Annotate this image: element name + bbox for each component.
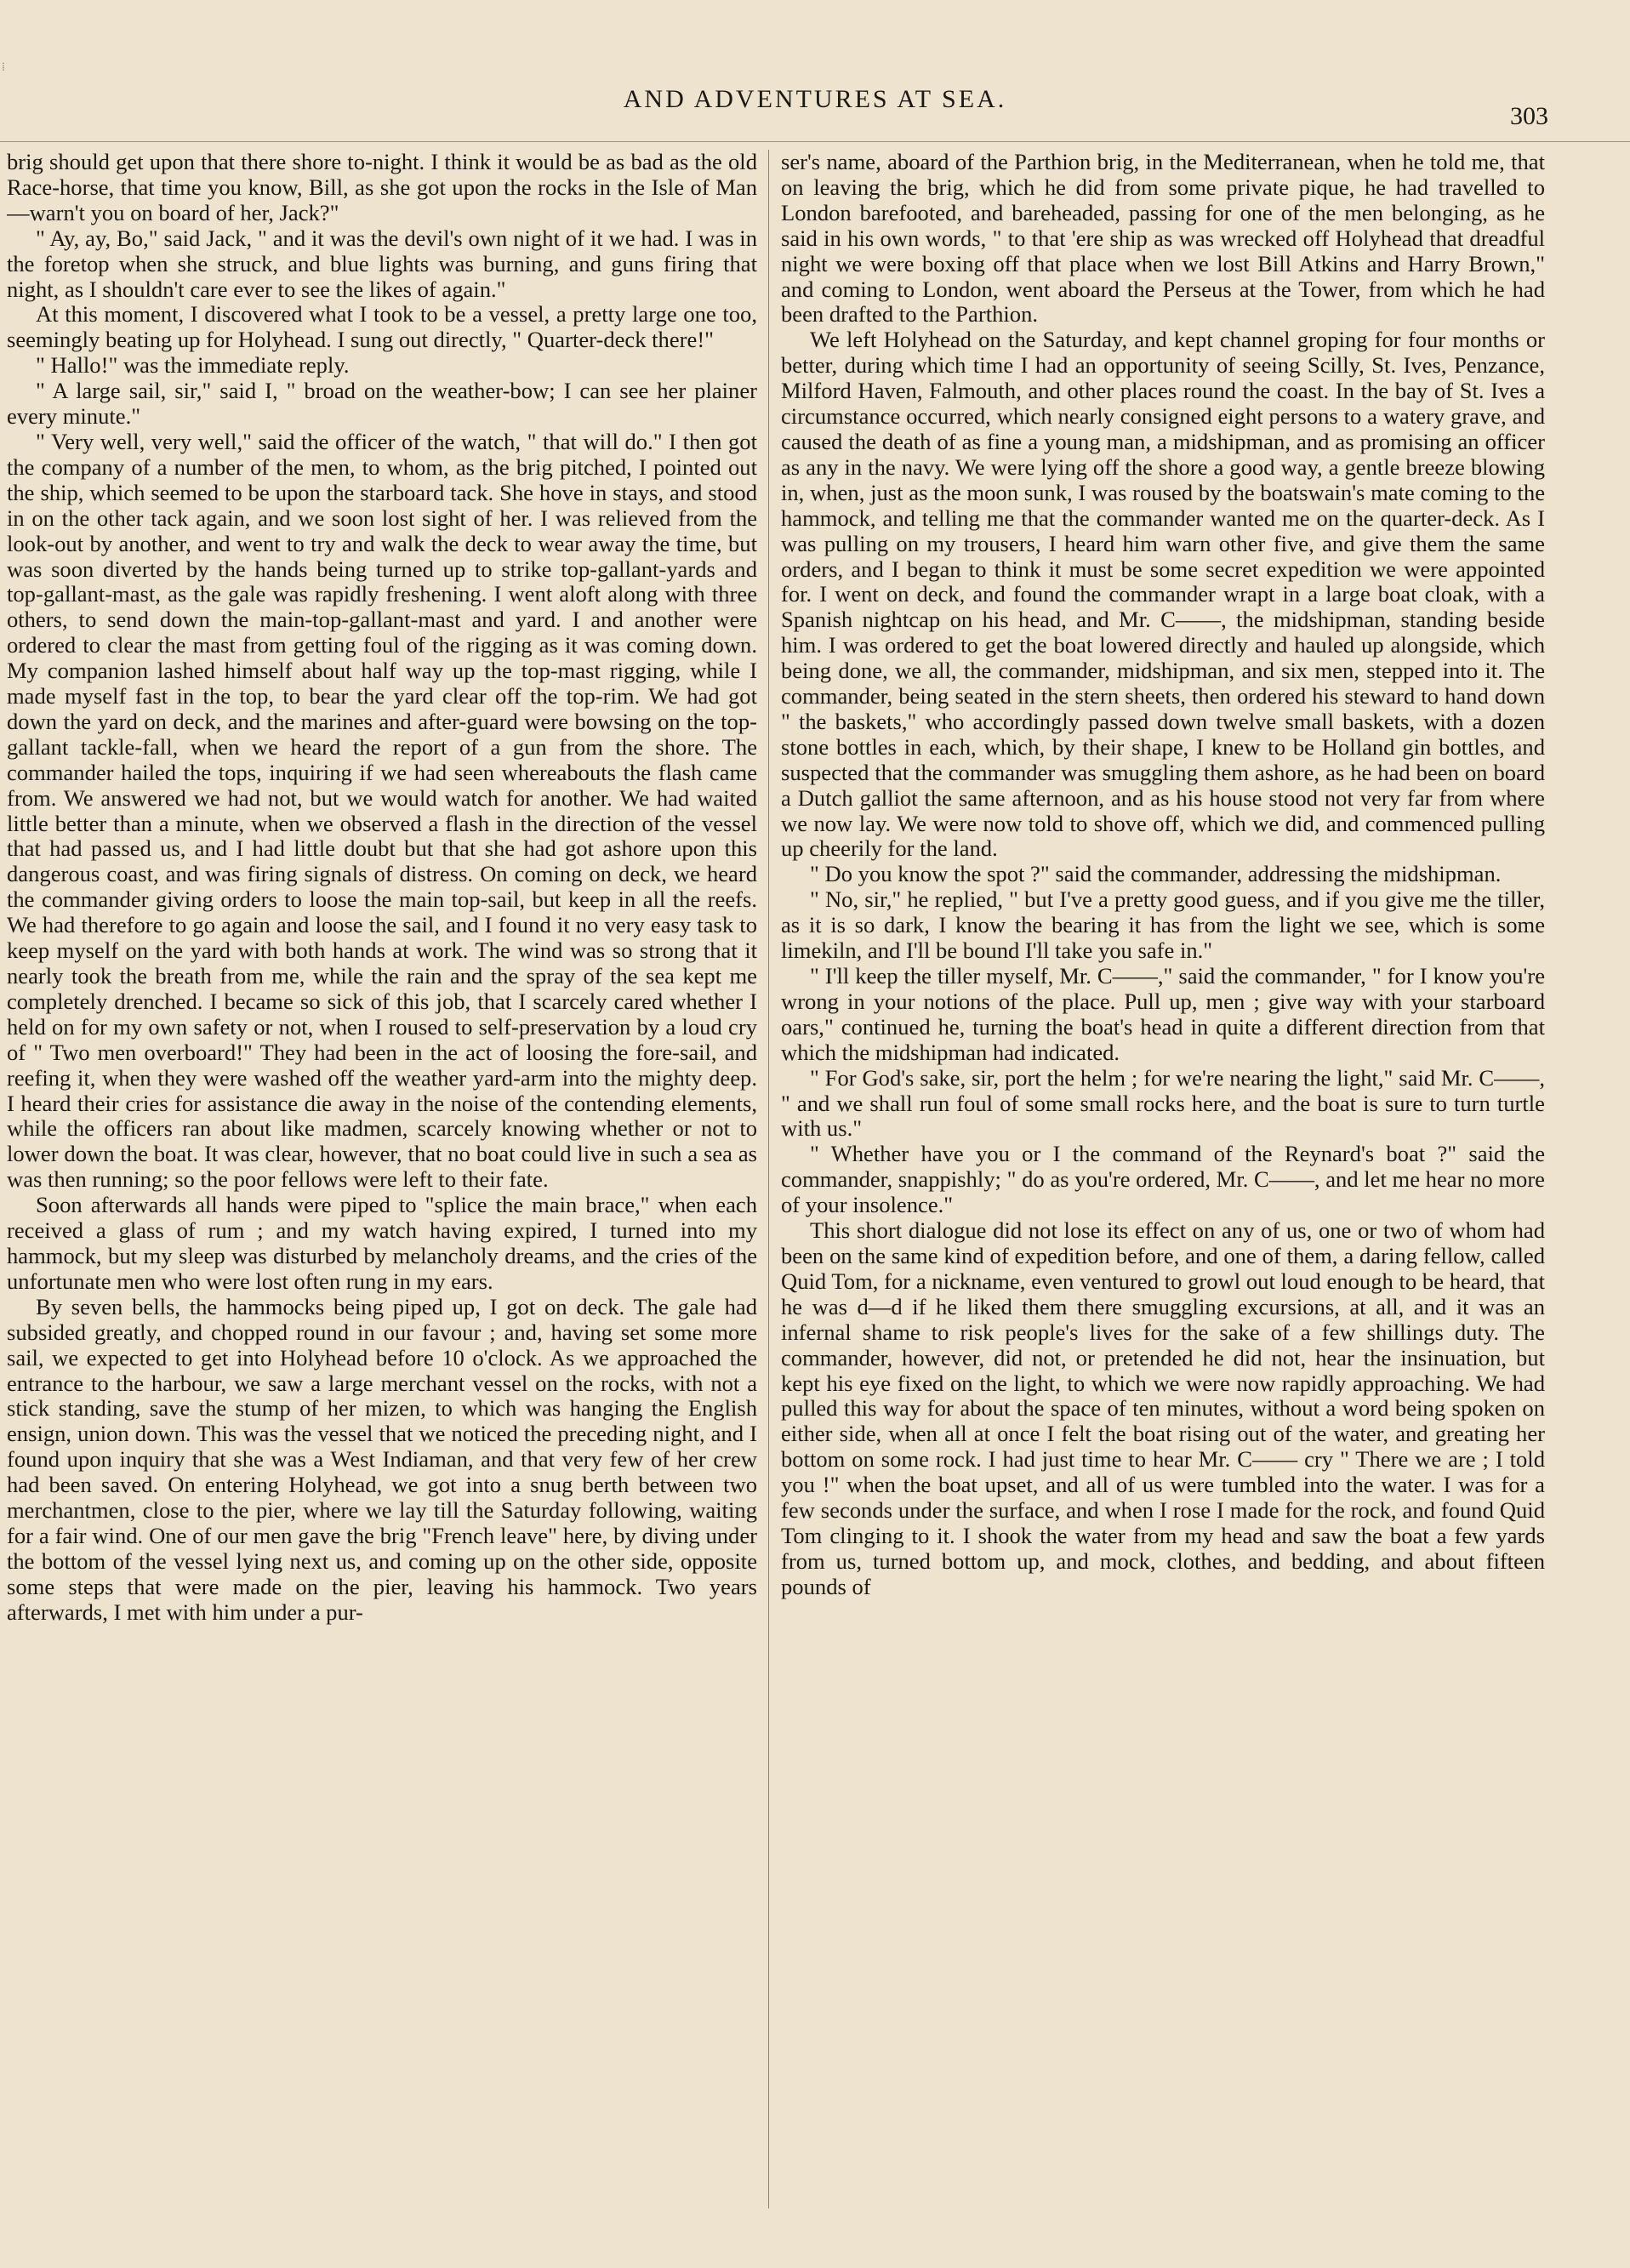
paragraph: " For God's sake, sir, port the helm ; for we're nearing the light," said Mr. C——, " and we shall run foul of some small rocks here, and the boat is sure to turn turtle with us." [781, 1064, 1545, 1142]
margin-mark: ⁞ [2, 61, 5, 74]
paragraph: " Ay, ay, Bo," said Jack, " and it was the devil's own night of it we had. I was in the foretop when she struck, and blue lights was burning, and guns firing that night, as I shouldn't care ever to see the likes of again." [7, 225, 757, 302]
paragraph: " Hallo!" was the immediate reply. [36, 352, 350, 379]
page-number: 303 [1510, 102, 1548, 130]
left-column [7, 150, 757, 2217]
paragraph: We left Holyhead on the Saturday, and kept channel groping for four months or better, during which time I had an opportunity of seeing Scilly, St. Ives, Penzance, Milford Haven, Falmouth, and other places round the coast. In the bay of St. Ives a circumstance occurred, which nearly consigned eight persons to a watery grave, and caused the death of as fine a young man, a midshipman, and as promising an officer as any in the navy. We were lying off the shore a good way, a gentle breeze blowing in, when, just as the moon sunk, I was roused by the boatswain's mate coming to the hammock, and telling me that the commander wanted me on the quarter-deck. As I was pulling on my trousers, I heard him warn other five, and give them the same orders, and I began to think it must be some secret expedition we were appointed for. I went on deck, and found the commander wrapt in a large boat cloak, with a Spanish nightcap on his head, and Mr. C——, the midshipman, standing beside him. I was ordered to get the boat lowered directly and hauled up alongside, which being done, we all, the commander, midshipman, and six men, stepped into it. The commander, being seated in the stern sheets, then ordered his steward to hand down " the baskets," who accordingly passed down twelve small baskets, with a dozen stone bottles in each, which, by their shape, I knew to be Holland gin bottles, and suspected that the commander was smuggling them ashore, as he had been on board a Dutch galliot the same afternoon, and as his house stood not very far from where we now lay. We were now told to shove off, which we did, and commenced pulling up cheerily for the land. [781, 327, 1545, 862]
paragraph: At this moment, I discovered what I took to be a vessel, a pretty large one too, seemingly beating up for Holyhead. I sung out directly, " Quarter-deck there!" [7, 301, 757, 353]
right-column [781, 150, 1545, 2217]
page-header [0, 78, 1630, 130]
paragraph: " I'll keep the tiller myself, Mr. C——," said the commander, " for I know you're wrong in your notions of the place. Pull up, men ; give way with your starboard oars," continued he, turning the boat's head in quite a different direction from that which the midshipman had indicated. [781, 963, 1545, 1065]
paragraph: By seven bells, the hammocks being piped up, I got on deck. The gale had subsided greatly, and chopped round in our favour ; and, having set some more sail, we expected to get into Holyhead before 10 o'clock. As we approached the entrance to the harbour, we saw a large merchant vessel on the rocks, with not a stick standing, save the stump of her mizen, to which was hanging the English ensign, union down. This was the vessel that we noticed the preceding night, and I found upon inquiry that she was a West Indiaman, and that very few of her crew had been saved. On entering Holyhead, we got into a snug berth between two merchantmen, close to the pier, where we lay till the Saturday following, waiting for a fair wind. One of our men gave the brig "French leave" here, by diving under the bottom of the vessel lying next us, and coming up on the other side, opposite some steps that were made on the pier, leaving his hammock. Two years afterwards, I met with him under a pur- [7, 1293, 757, 1625]
paragraph: Soon afterwards all hands were piped to "splice the main brace," when each received a glass of rum ; and my watch having expired, I turned into my hammock, but my sleep was disturbed by melancholy dreams, and the cries of the unfortunate men who were lost often rung in my ears. [7, 1192, 757, 1294]
paragraph: " No, sir," he replied, " but I've a pretty good guess, and if you give me the tiller, as it is so dark, I know the bearing it has from the light we see, which is some limekiln, and I'll be bound I'll take you safe in." [781, 886, 1545, 964]
paragraph: brig should get upon that there shore to-night. I think it would be as bad as the old Race-horse, that time you know, Bill, as she got upon the rocks in the Isle of Man—warn't you on board of her, Jack?" [7, 150, 757, 225]
paragraph: ser's name, aboard of the Parthion brig, in the Mediterranean, when he told me, that on leaving the brig, which he did from some private pique, he had travelled to London barefooted, and bareheaded, passing for one of the men belonging, as he said in his own words, " to that 'ere ship as was wrecked off Holyhead that dreadful night we were boxing off that place when we lost Bill Atkins and Harry Brown," and coming to London, went aboard the Perseus at the Tower, from which he had been drafted to the Parthion. [781, 150, 1545, 328]
paragraph: " Very well, very well," said the officer of the watch, " that will do." I then got the company of a number of the men, to whom, as the brig pitched, I pointed out the ship, which seemed to be upon the starboard tack. She hove in stays, and stood in on the other tack again, and we soon lost sight of her. I was relieved from the look-out by another, and went to try and walk the deck to wear away the time, but was soon diverted by the hands being turned up to strike top-gallant-yards and top-gallant-mast, as the gale was rapidly freshening. I went aloft along with three others, to send down the main-top-gallant-mast and yard. I and another were ordered to clear the mast from getting foul of the rigging as it was coming down. My companion lashed himself about half way up the top-mast rigging, while I made myself fast in the top, to bear the yard clear off the top-rim. We had got down the yard on deck, and the marines and after-guard were bowsing on the top-gallant tackle-fall, when we heard the report of a gun from the shore. The commander hailed the tops, inquiring if we had seen whereabouts the flash came from. We answered we had not, but we would watch for another. We had waited little better than a minute, when we observed a flash in the direction of the vessel that had passed us, and I had little doubt but that she had got ashore upon this dangerous coast, and was firing signals of distress. On coming on deck, we heard the commander giving orders to loose the main top-sail, but keep in all the reefs. We had therefore to go again and loose the sail, and I found it no very easy task to keep myself on the yard with both hands at work. The wind was so strong that it nearly took the breath from me, while the rain and the spray of the sea kept me completely drenched. I became so sick of this job, that I scarcely cared whether I held on for my own safety or not, when I roused to self-preservation by a loud cry of " Two men overboard!" They had been in the act of loosing the fore-sail, and reefing it, when they were washed off the weather yard-arm into the mighty deep. I heard their cries for assistance die away in the noise of the contending elements, while the officers ran about like madmen, scarcely knowing whether or not to lower down the boat. It was clear, however, that no boat could live in such a sea as was then running; so the poor fellows were left to their fate. [7, 428, 757, 1193]
running-title: AND ADVENTURES AT SEA. [623, 85, 1007, 113]
paragraph: " A large sail, sir," said I, " broad on the weather-bow; I can see her plainer every minute." [7, 378, 757, 430]
paragraph: " Whether have you or I the command of the Reynard's boat ?" said the commander, snappishly; " do as you're ordered, Mr. C——, and let me hear no more of your insolence." [781, 1141, 1545, 1218]
header-rule [0, 141, 1630, 142]
column-divider [768, 150, 769, 2208]
paragraph: This short dialogue did not lose its effect on any of us, one or two of whom had been on the same kind of expedition before, and one of them, a daring fellow, called Quid Tom, for a nickname, even ventured to growl out loud enough to be heard, that he was d—d if he liked them there smuggling excursions, at all, and it was an infernal shame to risk people's lives for the sake of a few shillings duty. The commander, however, did not, or pretended he did not, hear the insinuation, but kept his eye fixed on the light, to which we were now rapidly approaching. We had pulled this way for about the space of ten minutes, without a word being spoken on either side, when all at once I felt the boat rising out of the water, and greating her bottom on some rock. I had just time to hear Mr. C—— cry " There we are ; I told you !" when the boat upset, and all of us were tumbled into the water. I was for a few seconds under the surface, and when I rose I made for the rock, and found Quid Tom clinging to it. I shook the water from my head and saw the boat a few yards from us, turned bottom up, and mock, clothes, and bedding, and about fifteen pounds of [781, 1217, 1545, 1599]
paragraph: " Do you know the spot ?" said the commander, addressing the midshipman. [810, 861, 1502, 887]
